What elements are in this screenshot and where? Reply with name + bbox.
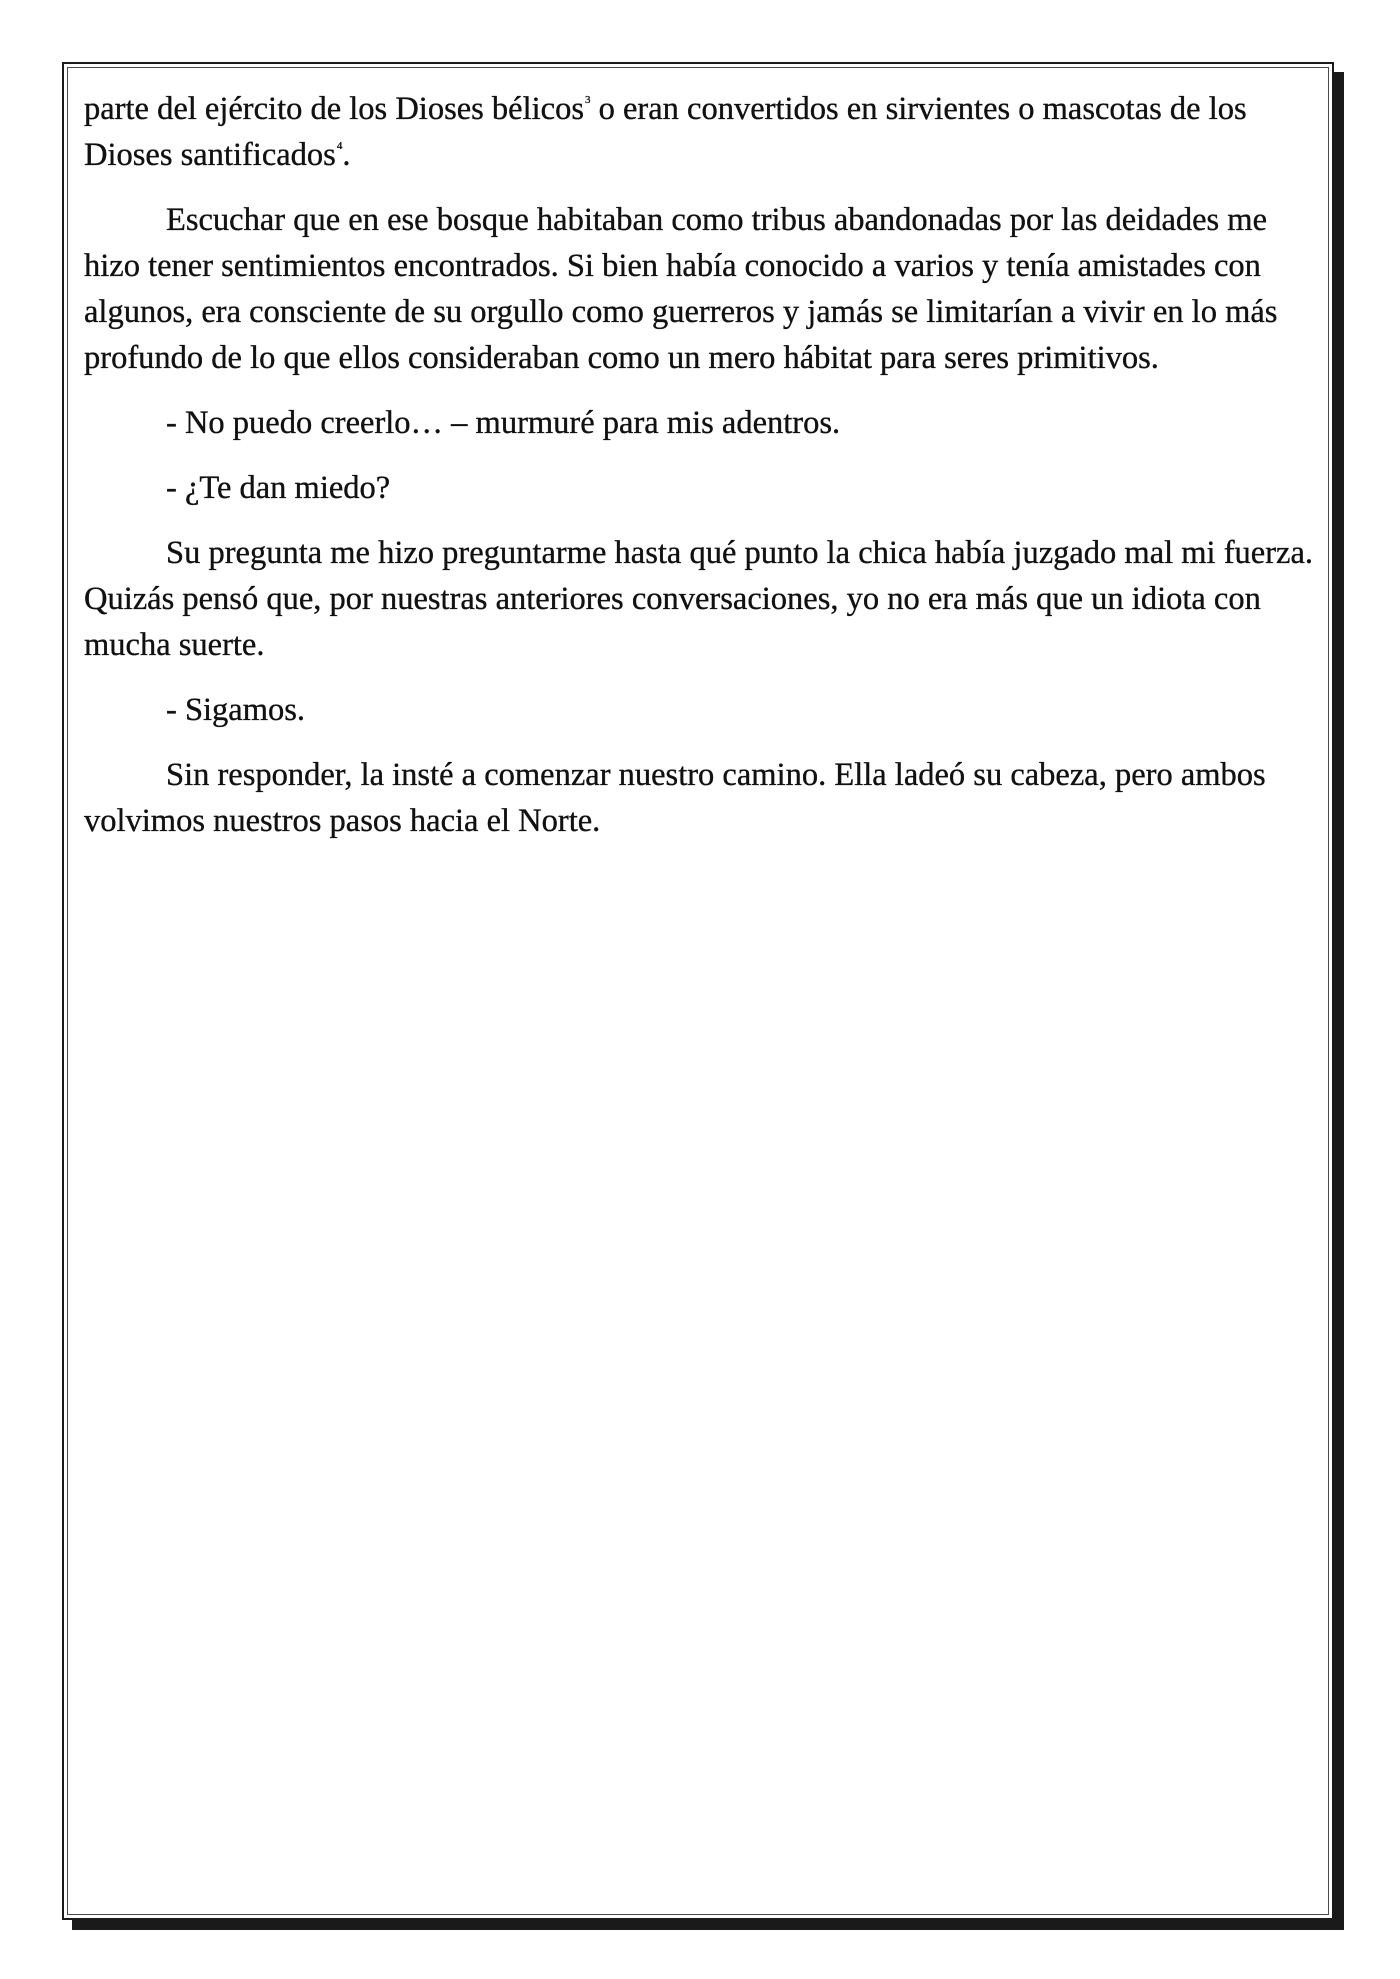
dialogue-line-2-text: - ¿Te dan miedo? [166, 470, 391, 506]
dialogue-line-1-text: - No puedo creerlo… – murmuré para mis adentros. [166, 405, 841, 441]
dialogue-line-3-text: - Sigamos. [166, 692, 306, 728]
dialogue-line-2 [84, 465, 1316, 511]
paragraph-1 [84, 86, 1316, 178]
footnote-ref-4: 4 [336, 140, 343, 152]
paragraph-2-text: Escuchar que en ese bosque habitaban como tribus abandonadas por las deidades me hizo tener sentimientos encontrados. Si bien había conocido a varios y tenía amistades con algunos, era consciente de su orgullo como guerreros y jamás se limitarían a vivir en lo más profundo de lo que ellos consideraban como un mero hábitat para seres primitivos. [84, 202, 1278, 376]
document-body [84, 86, 1316, 863]
paragraph-5-text: Su pregunta me hizo preguntarme hasta qué punto la chica había juzgado mal mi fuerza. Quizás pensó que, por nuestras anteriores conversaciones, yo no era más que un idiota con mucha suerte. [84, 535, 1314, 663]
paragraph-2 [84, 197, 1316, 381]
footnote-ref-3: 3 [584, 94, 591, 106]
dialogue-line-3 [84, 687, 1316, 733]
page-frame [62, 62, 1334, 1920]
dialogue-line-1 [84, 400, 1316, 446]
paragraph-1-text-a: parte del ejército de los Dioses bélicos [84, 91, 584, 127]
paragraph-7 [84, 752, 1316, 844]
paragraph-5 [84, 530, 1316, 668]
paragraph-1-text-c: . [342, 137, 351, 173]
paragraph-1-text-b: o eran convertidos en sirvientes o mascotas de los Dioses santificados [84, 91, 1247, 173]
paragraph-7-text: Sin responder, la insté a comenzar nuestro camino. Ella ladeó su cabeza, pero ambos volvimos nuestros pasos hacia el Norte. [84, 757, 1266, 839]
